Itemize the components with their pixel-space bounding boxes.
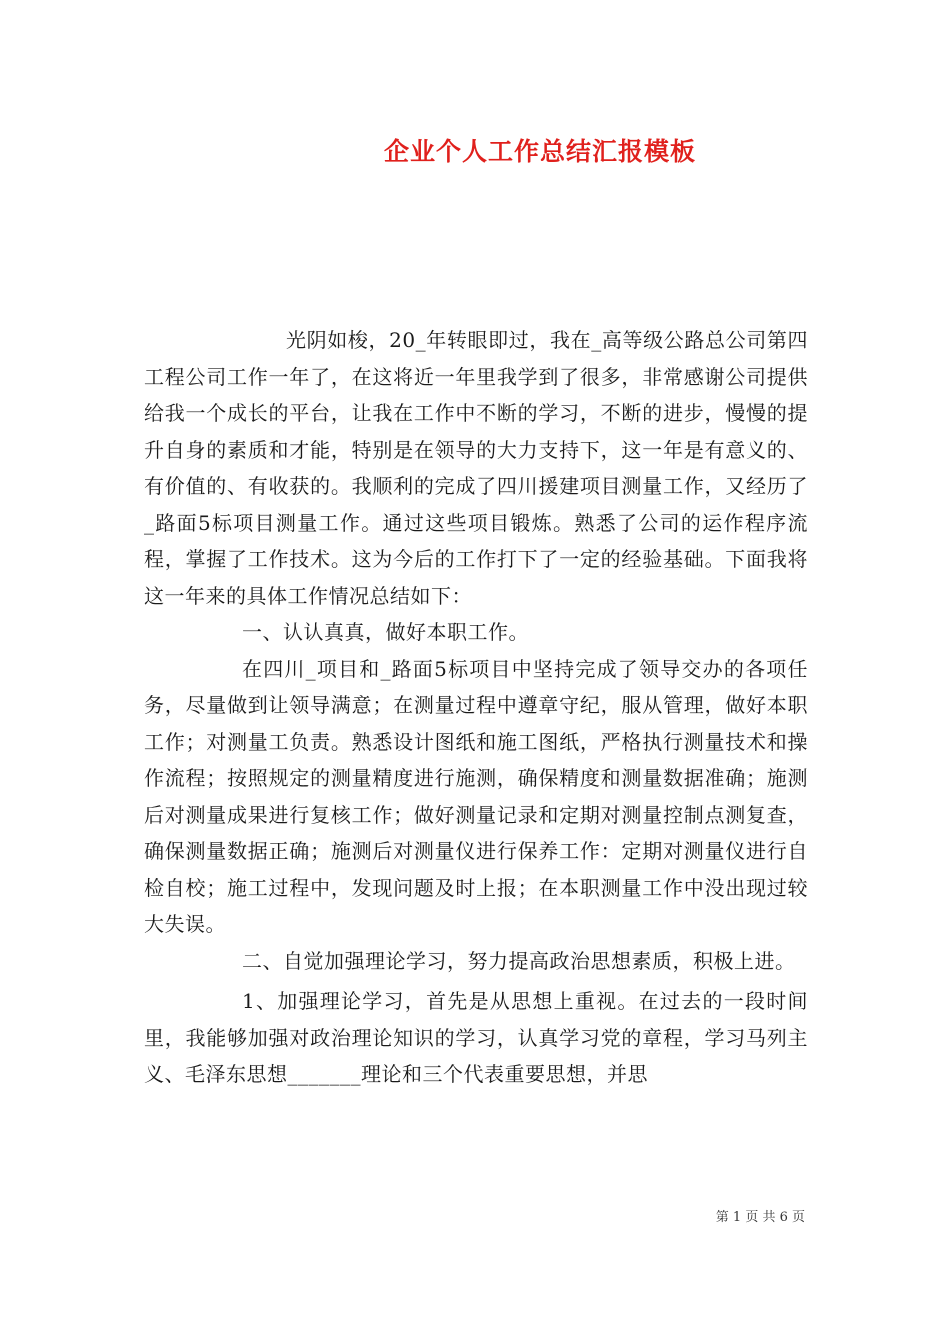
- document-body: [144, 322, 808, 1093]
- section-heading-1: 一、认认真真，做好本职工作。: [242, 620, 529, 644]
- paragraph-intro: 光阴如梭，20_年转眼即过，我在_高等级公路总公司第四工程公司工作一年了，在这将近一年里我学到了很多，非常感谢公司提供给我一个成长的平台，让我在工作中不断的学习，不断的进步，慢慢的提升自身的素质和才能，特别是在领导的大力支持下，这一年是有意义的、有价值的、有收获的。我顺利的完成了四川援建项目测量工作，又经历了_路面5标项目测量工作。通过这些项目锻炼。熟悉了公司的运作程序流程，掌握了工作技术。这为今后的工作打下了一定的经验基础。下面我将这一年来的具体工作情况总结如下：: [144, 328, 808, 608]
- paragraph-section-2-item-1: 1、加强理论学习，首先是从思想上重视。在过去的一段时间里，我能够加强对政治理论知识的学习，认真学习党的章程，学习马列主义、毛泽东思想_______理论和三个代表重要思想，并思: [144, 989, 808, 1086]
- page-number: 第 1 页 共 6 页: [715, 1210, 805, 1225]
- paragraph-section-1: 在四川_项目和_路面5标项目中坚持完成了领导交办的各项任务，尽量做到让领导满意；在测量过程中遵章守纪，服从管理，做好本职工作；对测量工负责。熟悉设计图纸和施工图纸，严格执行测量技术和操作流程；按照规定的测量精度进行施测，确保精度和测量数据准确；施测后对测量成果进行复核工作；做好测量记录和定期对测量控制点测复查，确保测量数据正确；施测后对测量仪进行保养工作：定期对测量仪进行自检自校；施工过程中，发现问题及时上报；在本职测量工作中没出现过较大失误。: [144, 656, 808, 936]
- section-heading-2: 二、自觉加强理论学习，努力提高政治思想素质，积极上进。: [242, 948, 796, 973]
- document-title: 企业个人工作总结汇报模板: [383, 137, 696, 166]
